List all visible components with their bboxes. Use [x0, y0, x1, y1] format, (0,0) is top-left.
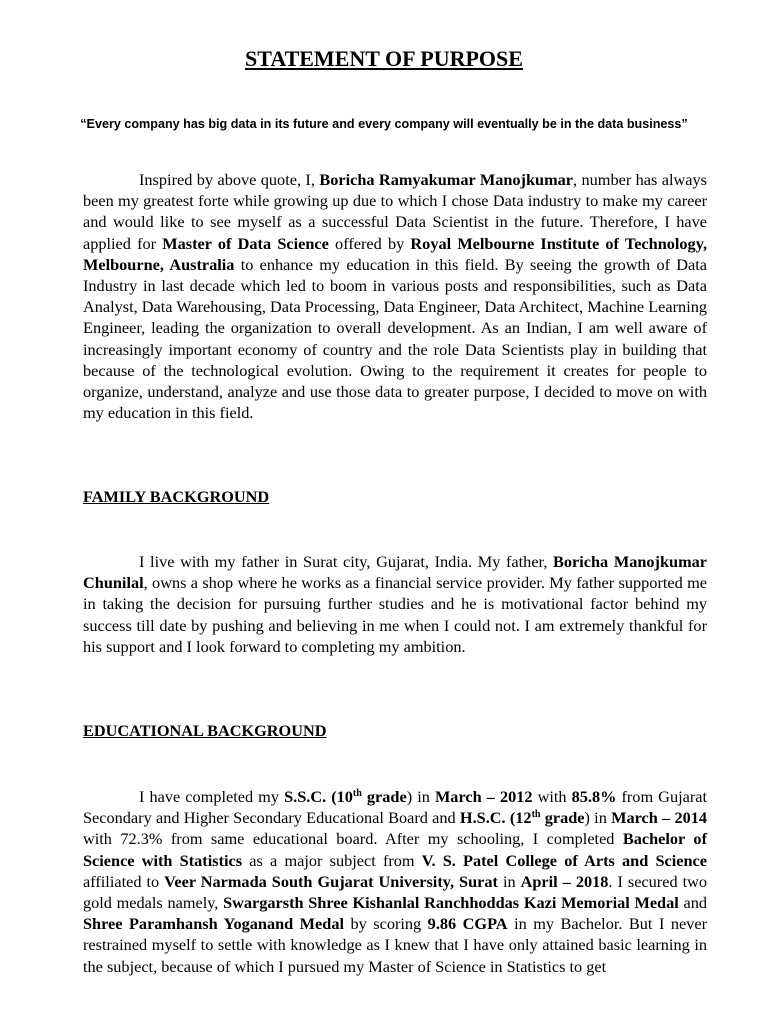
document-title: STATEMENT OF PURPOSE: [245, 46, 523, 71]
edu-text-2: with: [532, 787, 572, 806]
family-text-2: , owns a shop where he works as a financial service provider. My father supported me in taking the decision for pursuing further studies and he is motivational factor behind my success till date by pushing and believing in me when I could not. I am extremely thankful for his support and I look forward to completing my ambition.: [83, 573, 707, 656]
family-paragraph: [83, 551, 707, 657]
opening-quote: “Every company has big data in its future and every company will eventually be in the data business”: [80, 117, 688, 131]
father-name: Boricha Manojkumar Chunilal: [83, 552, 708, 593]
edu-text-11: in my Bachelor. But I never restrained myself to settle with knowledge as I knew that I have only attained basic learning in the subject, because of which I pursued my Master of Science in Statistics to get: [83, 914, 708, 976]
edu-text-1b: ) in: [406, 787, 435, 806]
edu-text-10: by scoring: [344, 914, 428, 934]
educational-background-heading: EDUCATIONAL BACKGROUND: [83, 721, 327, 740]
edu-text-1: I have completed my: [139, 787, 285, 806]
intro-text-2: , number has always been my greatest forte while growing up due to which I chose Data industry to make my career and would like to see myself as a successful Data Scientist in the future. Therefore, I have applied for: [83, 170, 707, 253]
medal-1: Swargarsth Shree Kishanlal Ranchhoddas Kazi Memorial Medal: [223, 893, 679, 913]
edu-text-8: . I secured two gold medals namely,: [83, 871, 707, 913]
edu-text-3: from Gujarat Secondary and Higher Secondary Educational Board and: [83, 787, 708, 828]
cgpa-score: 9.86 CGPA: [427, 914, 508, 934]
medal-2: Shree Paramhansh Yoganand Medal: [83, 914, 344, 934]
intro-text-3: offered by: [328, 233, 411, 253]
degree-name: Bachelor of Science with Statistics: [83, 829, 707, 870]
ssc-label: [284, 787, 407, 806]
hsc-text: H.S.C. (12: [459, 808, 532, 828]
hsc-label: [460, 808, 585, 827]
edu-text-3b: ) in: [584, 808, 612, 828]
intro-text-4: to enhance my education in this field. By seeing the growth of Data Industry in last decade which led to boom in various posts and responsibilities, such as Data Analyst, Data Warehousing, Data Processing, Data Engineer, Data Architect, Machine Learning Engineer, leading the organization to overall development. As an Indian, I am well aware of increasingly important economy of country and the role Data Scientists play in building that because of the technological evolution. Owing to the requirement it creates for people to organize, understand, analyze and use those data to greater purpose, I decided to move on with my education in this field.: [83, 254, 708, 423]
ssc-grade: grade: [361, 787, 407, 806]
intro-paragraph: [83, 169, 707, 423]
ssc-superscript: th: [352, 788, 362, 799]
edu-text-7: in: [497, 871, 521, 891]
ssc-score: 85.8%: [571, 787, 617, 806]
ssc-date: March – 2012: [434, 787, 533, 806]
edu-text-5: as a major subject from: [242, 850, 422, 870]
edu-text-4: with 72.3% from same educational board. After my schooling, I completed: [83, 829, 623, 849]
edu-text-6: affiliated to: [83, 871, 165, 891]
affiliated-university: Veer Narmada South Gujarat University, Surat: [164, 871, 498, 891]
family-text-1: I live with my father in Surat city, Gujarat, India. My father,: [139, 552, 554, 571]
graduation-date: April – 2018: [520, 871, 609, 891]
intro-text-1: Inspired by above quote, I,: [139, 170, 320, 189]
hsc-grade: grade: [540, 808, 585, 828]
family-background-heading: FAMILY BACKGROUND: [83, 487, 270, 506]
edu-text-9: and: [678, 893, 707, 913]
program-name: Master of Data Science: [162, 233, 329, 253]
education-paragraph: [83, 786, 707, 977]
hsc-superscript: th: [531, 809, 541, 821]
applicant-name: Boricha Ramyakumar Manojkumar: [319, 170, 574, 189]
college-name: V. S. Patel College of Arts and Science: [421, 850, 708, 870]
hsc-date: March – 2014: [611, 808, 708, 828]
ssc-text: S.S.C. (10: [284, 787, 353, 806]
university-name: Royal Melbourne Institute of Technology, Melbourne, Australia: [83, 233, 708, 274]
